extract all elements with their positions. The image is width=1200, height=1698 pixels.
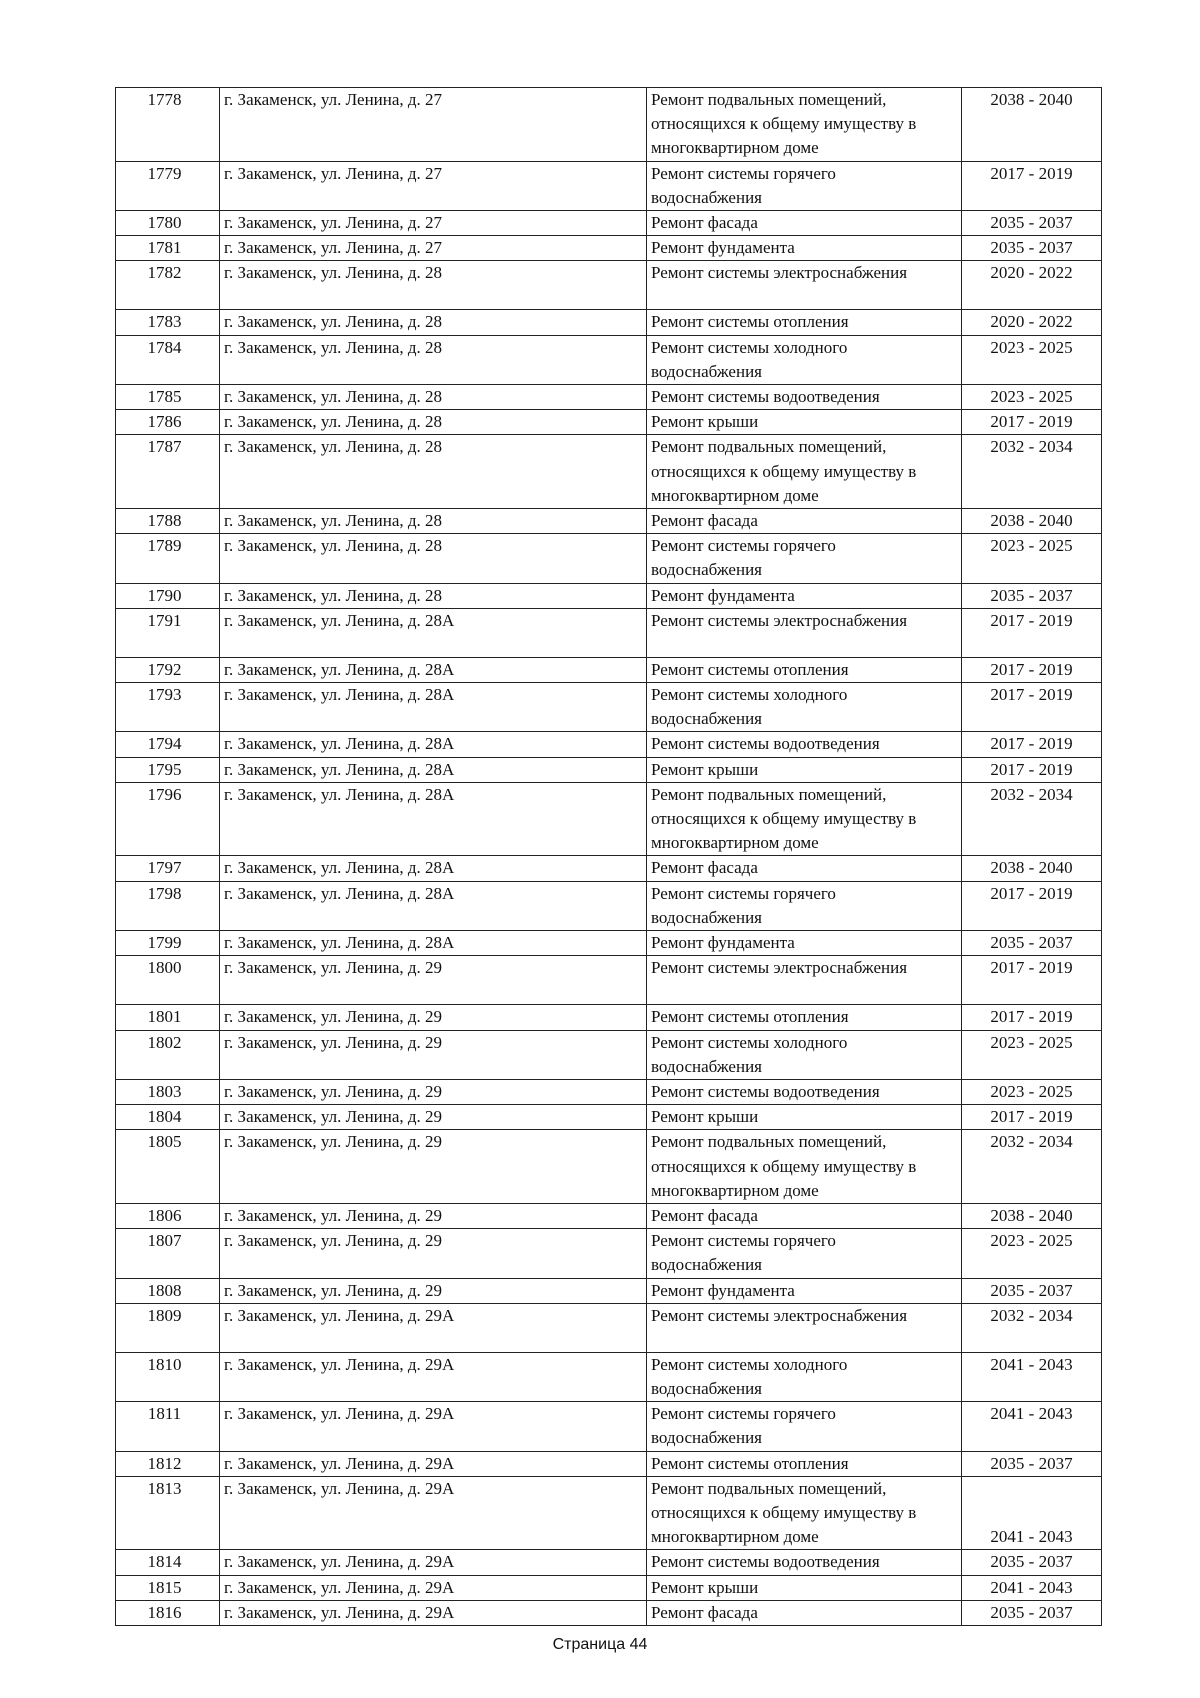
period-cell: 2017 - 2019: [962, 1005, 1102, 1030]
row-number-cell: 1810: [116, 1352, 220, 1401]
table-row: [116, 931, 1102, 956]
table-row: [116, 583, 1102, 608]
table-row: [116, 732, 1102, 757]
period-cell: 2017 - 2019: [962, 1105, 1102, 1130]
table-row: [116, 1278, 1102, 1303]
work-type-cell: Ремонт системы водоотведения: [647, 732, 962, 757]
address-cell: г. Закаменск, ул. Ленина, д. 27: [220, 161, 647, 210]
table-row: [116, 410, 1102, 435]
row-number-cell: 1780: [116, 211, 220, 236]
work-type-cell: Ремонт фасада: [647, 856, 962, 881]
address-cell: г. Закаменск, ул. Ленина, д. 28А: [220, 782, 647, 856]
table-row: [116, 881, 1102, 930]
table-row: [116, 1476, 1102, 1550]
row-number-cell: 1802: [116, 1030, 220, 1079]
repair-schedule-table: [115, 87, 1102, 1626]
work-type-cell: Ремонт системы отопления: [647, 1005, 962, 1030]
period-cell: 2023 - 2025: [962, 1079, 1102, 1104]
period-cell: 2017 - 2019: [962, 757, 1102, 782]
period-cell: 2023 - 2025: [962, 1030, 1102, 1079]
row-number-cell: 1799: [116, 931, 220, 956]
address-cell: г. Закаменск, ул. Ленина, д. 28А: [220, 608, 647, 657]
period-cell: 2017 - 2019: [962, 881, 1102, 930]
table-row: [116, 1203, 1102, 1228]
row-number-cell: 1793: [116, 683, 220, 732]
table-row: [116, 1451, 1102, 1476]
work-type-cell: Ремонт системы холодного водоснабжения: [647, 1352, 962, 1401]
period-cell: 2020 - 2022: [962, 261, 1102, 310]
address-cell: г. Закаменск, ул. Ленина, д. 29А: [220, 1575, 647, 1600]
period-cell: 2032 - 2034: [962, 1303, 1102, 1352]
table-row: [116, 608, 1102, 657]
page-number: Страница 44: [552, 1636, 648, 1653]
row-number-cell: 1794: [116, 732, 220, 757]
table-row: [116, 1352, 1102, 1401]
work-type-cell: Ремонт системы отопления: [647, 310, 962, 335]
work-type-cell: Ремонт подвальных помещений, относящихся к общему имуществу в многоквартирном доме: [647, 1476, 962, 1550]
work-type-cell: Ремонт системы электроснабжения: [647, 261, 962, 310]
work-type-cell: Ремонт системы водоотведения: [647, 1550, 962, 1575]
address-cell: г. Закаменск, ул. Ленина, д. 29: [220, 1203, 647, 1228]
row-number-cell: 1784: [116, 335, 220, 384]
work-type-cell: Ремонт крыши: [647, 410, 962, 435]
table-row: [116, 1130, 1102, 1204]
address-cell: г. Закаменск, ул. Ленина, д. 29А: [220, 1303, 647, 1352]
row-number-cell: 1815: [116, 1575, 220, 1600]
period-cell: 2017 - 2019: [962, 956, 1102, 1005]
table-row: [116, 856, 1102, 881]
work-type-cell: Ремонт подвальных помещений, относящихся к общему имуществу в многоквартирном доме: [647, 782, 962, 856]
table-row: [116, 335, 1102, 384]
address-cell: г. Закаменск, ул. Ленина, д. 27: [220, 88, 647, 162]
work-type-cell: Ремонт системы отопления: [647, 657, 962, 682]
row-number-cell: 1778: [116, 88, 220, 162]
table-row: [116, 310, 1102, 335]
row-number-cell: 1789: [116, 534, 220, 583]
address-cell: г. Закаменск, ул. Ленина, д. 29: [220, 1278, 647, 1303]
row-number-cell: 1787: [116, 435, 220, 509]
period-cell: 2017 - 2019: [962, 657, 1102, 682]
work-type-cell: Ремонт крыши: [647, 1105, 962, 1130]
address-cell: г. Закаменск, ул. Ленина, д. 28: [220, 385, 647, 410]
table-row: [116, 1600, 1102, 1625]
address-cell: г. Закаменск, ул. Ленина, д. 29: [220, 1005, 647, 1030]
table-row: [116, 161, 1102, 210]
period-cell: 2023 - 2025: [962, 335, 1102, 384]
work-type-cell: Ремонт подвальных помещений, относящихся к общему имуществу в многоквартирном доме: [647, 435, 962, 509]
period-cell: 2017 - 2019: [962, 161, 1102, 210]
address-cell: г. Закаменск, ул. Ленина, д. 28: [220, 335, 647, 384]
table-row: [116, 211, 1102, 236]
work-type-cell: Ремонт фундамента: [647, 1278, 962, 1303]
address-cell: г. Закаменск, ул. Ленина, д. 27: [220, 211, 647, 236]
table-row: [116, 1079, 1102, 1104]
row-number-cell: 1801: [116, 1005, 220, 1030]
work-type-cell: Ремонт системы электроснабжения: [647, 608, 962, 657]
period-cell: 2041 - 2043: [962, 1352, 1102, 1401]
address-cell: г. Закаменск, ул. Ленина, д. 28: [220, 583, 647, 608]
row-number-cell: 1779: [116, 161, 220, 210]
table-row: [116, 88, 1102, 162]
table-row: [116, 1550, 1102, 1575]
period-cell: 2035 - 2037: [962, 236, 1102, 261]
work-type-cell: Ремонт системы водоотведения: [647, 1079, 962, 1104]
address-cell: г. Закаменск, ул. Ленина, д. 28: [220, 410, 647, 435]
address-cell: г. Закаменск, ул. Ленина, д. 28: [220, 310, 647, 335]
address-cell: г. Закаменск, ул. Ленина, д. 28: [220, 261, 647, 310]
work-type-cell: Ремонт крыши: [647, 757, 962, 782]
work-type-cell: Ремонт системы электроснабжения: [647, 956, 962, 1005]
row-number-cell: 1807: [116, 1229, 220, 1278]
period-cell: 2020 - 2022: [962, 310, 1102, 335]
table-row: [116, 757, 1102, 782]
period-cell: 2032 - 2034: [962, 435, 1102, 509]
row-number-cell: 1785: [116, 385, 220, 410]
address-cell: г. Закаменск, ул. Ленина, д. 29: [220, 1030, 647, 1079]
period-cell: 2023 - 2025: [962, 1229, 1102, 1278]
row-number-cell: 1800: [116, 956, 220, 1005]
table-row: [116, 1229, 1102, 1278]
row-number-cell: 1790: [116, 583, 220, 608]
work-type-cell: Ремонт системы холодного водоснабжения: [647, 1030, 962, 1079]
period-cell: 2041 - 2043: [962, 1575, 1102, 1600]
period-cell: 2035 - 2037: [962, 1451, 1102, 1476]
period-cell: 2017 - 2019: [962, 683, 1102, 732]
address-cell: г. Закаменск, ул. Ленина, д. 29: [220, 1105, 647, 1130]
address-cell: г. Закаменск, ул. Ленина, д. 29: [220, 1229, 647, 1278]
period-cell: 2038 - 2040: [962, 509, 1102, 534]
address-cell: г. Закаменск, ул. Ленина, д. 29А: [220, 1550, 647, 1575]
address-cell: г. Закаменск, ул. Ленина, д. 27: [220, 236, 647, 261]
table-row: [116, 509, 1102, 534]
row-number-cell: 1783: [116, 310, 220, 335]
work-type-cell: Ремонт подвальных помещений, относящихся к общему имуществу в многоквартирном доме: [647, 88, 962, 162]
table-body: [116, 88, 1102, 1626]
address-cell: г. Закаменск, ул. Ленина, д. 28А: [220, 732, 647, 757]
table-row: [116, 435, 1102, 509]
work-type-cell: Ремонт системы горячего водоснабжения: [647, 534, 962, 583]
address-cell: г. Закаменск, ул. Ленина, д. 28А: [220, 757, 647, 782]
table-row: [116, 1005, 1102, 1030]
work-type-cell: Ремонт подвальных помещений, относящихся к общему имуществу в многоквартирном доме: [647, 1130, 962, 1204]
period-cell: 2023 - 2025: [962, 534, 1102, 583]
row-number-cell: 1812: [116, 1451, 220, 1476]
table-row: [116, 657, 1102, 682]
address-cell: г. Закаменск, ул. Ленина, д. 28: [220, 534, 647, 583]
work-type-cell: Ремонт системы горячего водоснабжения: [647, 161, 962, 210]
address-cell: г. Закаменск, ул. Ленина, д. 28: [220, 509, 647, 534]
period-cell: 2023 - 2025: [962, 385, 1102, 410]
row-number-cell: 1791: [116, 608, 220, 657]
row-number-cell: 1809: [116, 1303, 220, 1352]
table-row: [116, 1105, 1102, 1130]
period-cell: 2038 - 2040: [962, 856, 1102, 881]
table-row: [116, 534, 1102, 583]
period-cell: 2035 - 2037: [962, 583, 1102, 608]
work-type-cell: Ремонт фасада: [647, 1203, 962, 1228]
address-cell: г. Закаменск, ул. Ленина, д. 29А: [220, 1600, 647, 1625]
address-cell: г. Закаменск, ул. Ленина, д. 28А: [220, 683, 647, 732]
period-cell: 2041 - 2043: [962, 1402, 1102, 1451]
table-row: [116, 683, 1102, 732]
table-row: [116, 385, 1102, 410]
row-number-cell: 1798: [116, 881, 220, 930]
period-cell: 2035 - 2037: [962, 1278, 1102, 1303]
row-number-cell: 1811: [116, 1402, 220, 1451]
row-number-cell: 1796: [116, 782, 220, 856]
work-type-cell: Ремонт фасада: [647, 211, 962, 236]
address-cell: г. Закаменск, ул. Ленина, д. 29А: [220, 1476, 647, 1550]
work-type-cell: Ремонт системы горячего водоснабжения: [647, 881, 962, 930]
row-number-cell: 1816: [116, 1600, 220, 1625]
address-cell: г. Закаменск, ул. Ленина, д. 28А: [220, 931, 647, 956]
period-cell: 2017 - 2019: [962, 732, 1102, 757]
row-number-cell: 1781: [116, 236, 220, 261]
work-type-cell: Ремонт фасада: [647, 1600, 962, 1625]
row-number-cell: 1797: [116, 856, 220, 881]
period-cell: 2038 - 2040: [962, 1203, 1102, 1228]
period-cell: 2035 - 2037: [962, 1600, 1102, 1625]
row-number-cell: 1804: [116, 1105, 220, 1130]
row-number-cell: 1814: [116, 1550, 220, 1575]
address-cell: г. Закаменск, ул. Ленина, д. 29А: [220, 1451, 647, 1476]
table-row: [116, 261, 1102, 310]
period-cell: 2032 - 2034: [962, 782, 1102, 856]
period-cell: 2035 - 2037: [962, 211, 1102, 236]
work-type-cell: Ремонт системы отопления: [647, 1451, 962, 1476]
table-row: [116, 1030, 1102, 1079]
table-row: [116, 1303, 1102, 1352]
address-cell: г. Закаменск, ул. Ленина, д. 29А: [220, 1402, 647, 1451]
row-number-cell: 1808: [116, 1278, 220, 1303]
work-type-cell: Ремонт фундамента: [647, 236, 962, 261]
row-number-cell: 1806: [116, 1203, 220, 1228]
address-cell: г. Закаменск, ул. Ленина, д. 28А: [220, 657, 647, 682]
work-type-cell: Ремонт фундамента: [647, 931, 962, 956]
period-cell: 2017 - 2019: [962, 410, 1102, 435]
table-row: [116, 782, 1102, 856]
work-type-cell: Ремонт системы холодного водоснабжения: [647, 335, 962, 384]
address-cell: г. Закаменск, ул. Ленина, д. 29: [220, 1130, 647, 1204]
work-type-cell: Ремонт системы электроснабжения: [647, 1303, 962, 1352]
row-number-cell: 1788: [116, 509, 220, 534]
table-row: [116, 236, 1102, 261]
table-row: [116, 1575, 1102, 1600]
address-cell: г. Закаменск, ул. Ленина, д. 29А: [220, 1352, 647, 1401]
period-cell: 2032 - 2034: [962, 1130, 1102, 1204]
work-type-cell: Ремонт системы водоотведения: [647, 385, 962, 410]
row-number-cell: 1782: [116, 261, 220, 310]
row-number-cell: 1803: [116, 1079, 220, 1104]
address-cell: г. Закаменск, ул. Ленина, д. 28А: [220, 881, 647, 930]
address-cell: г. Закаменск, ул. Ленина, д. 29: [220, 956, 647, 1005]
row-number-cell: 1786: [116, 410, 220, 435]
row-number-cell: 1805: [116, 1130, 220, 1204]
work-type-cell: Ремонт системы холодного водоснабжения: [647, 683, 962, 732]
work-type-cell: Ремонт крыши: [647, 1575, 962, 1600]
work-type-cell: Ремонт фундамента: [647, 583, 962, 608]
row-number-cell: 1792: [116, 657, 220, 682]
row-number-cell: 1813: [116, 1476, 220, 1550]
table-row: [116, 956, 1102, 1005]
period-cell: 2017 - 2019: [962, 608, 1102, 657]
work-type-cell: Ремонт фасада: [647, 509, 962, 534]
work-type-cell: Ремонт системы горячего водоснабжения: [647, 1402, 962, 1451]
work-type-cell: Ремонт системы горячего водоснабжения: [647, 1229, 962, 1278]
period-cell: 2035 - 2037: [962, 1550, 1102, 1575]
address-cell: г. Закаменск, ул. Ленина, д. 28А: [220, 856, 647, 881]
period-cell: 2035 - 2037: [962, 931, 1102, 956]
address-cell: г. Закаменск, ул. Ленина, д. 28: [220, 435, 647, 509]
row-number-cell: 1795: [116, 757, 220, 782]
period-cell: 2038 - 2040: [962, 88, 1102, 162]
address-cell: г. Закаменск, ул. Ленина, д. 29: [220, 1079, 647, 1104]
table-row: [116, 1402, 1102, 1451]
period-cell: 2041 - 2043: [962, 1476, 1102, 1550]
